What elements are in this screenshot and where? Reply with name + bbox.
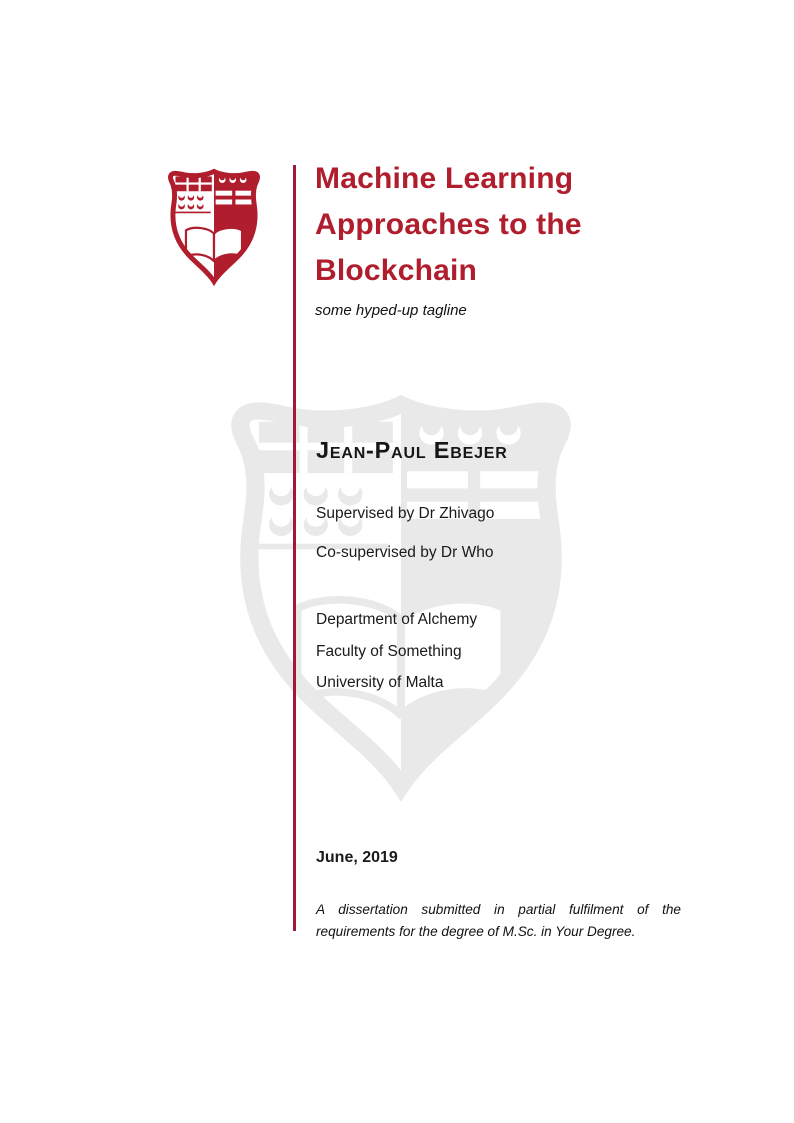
faculty-line: Faculty of Something	[316, 642, 462, 660]
title-line-1: Machine Learning	[315, 162, 574, 195]
title-line-2: Approaches to the	[315, 208, 582, 241]
author-name: Jean-Paul Ebejer	[316, 437, 508, 463]
department-line: Department of Alchemy	[316, 611, 478, 628]
supervisor-line: Supervised by Dr Zhivago	[316, 505, 495, 522]
university-line: University of Malta	[316, 674, 444, 691]
dissertation-title	[315, 156, 582, 294]
submission-date: June, 2019	[316, 849, 398, 866]
university-crest-logo-icon	[159, 162, 269, 292]
title-line-3: Blockchain	[315, 254, 478, 287]
tagline: some hyped-up tagline	[315, 302, 467, 319]
declaration-text: A dissertation submitted in partial fulfilment of the requirements for the degree of M.Sc. in Your Degree.	[316, 902, 681, 939]
vertical-divider-rule	[293, 165, 296, 931]
affiliation-block	[316, 604, 477, 699]
co-supervisor-line: Co-supervised by Dr Who	[316, 544, 494, 561]
